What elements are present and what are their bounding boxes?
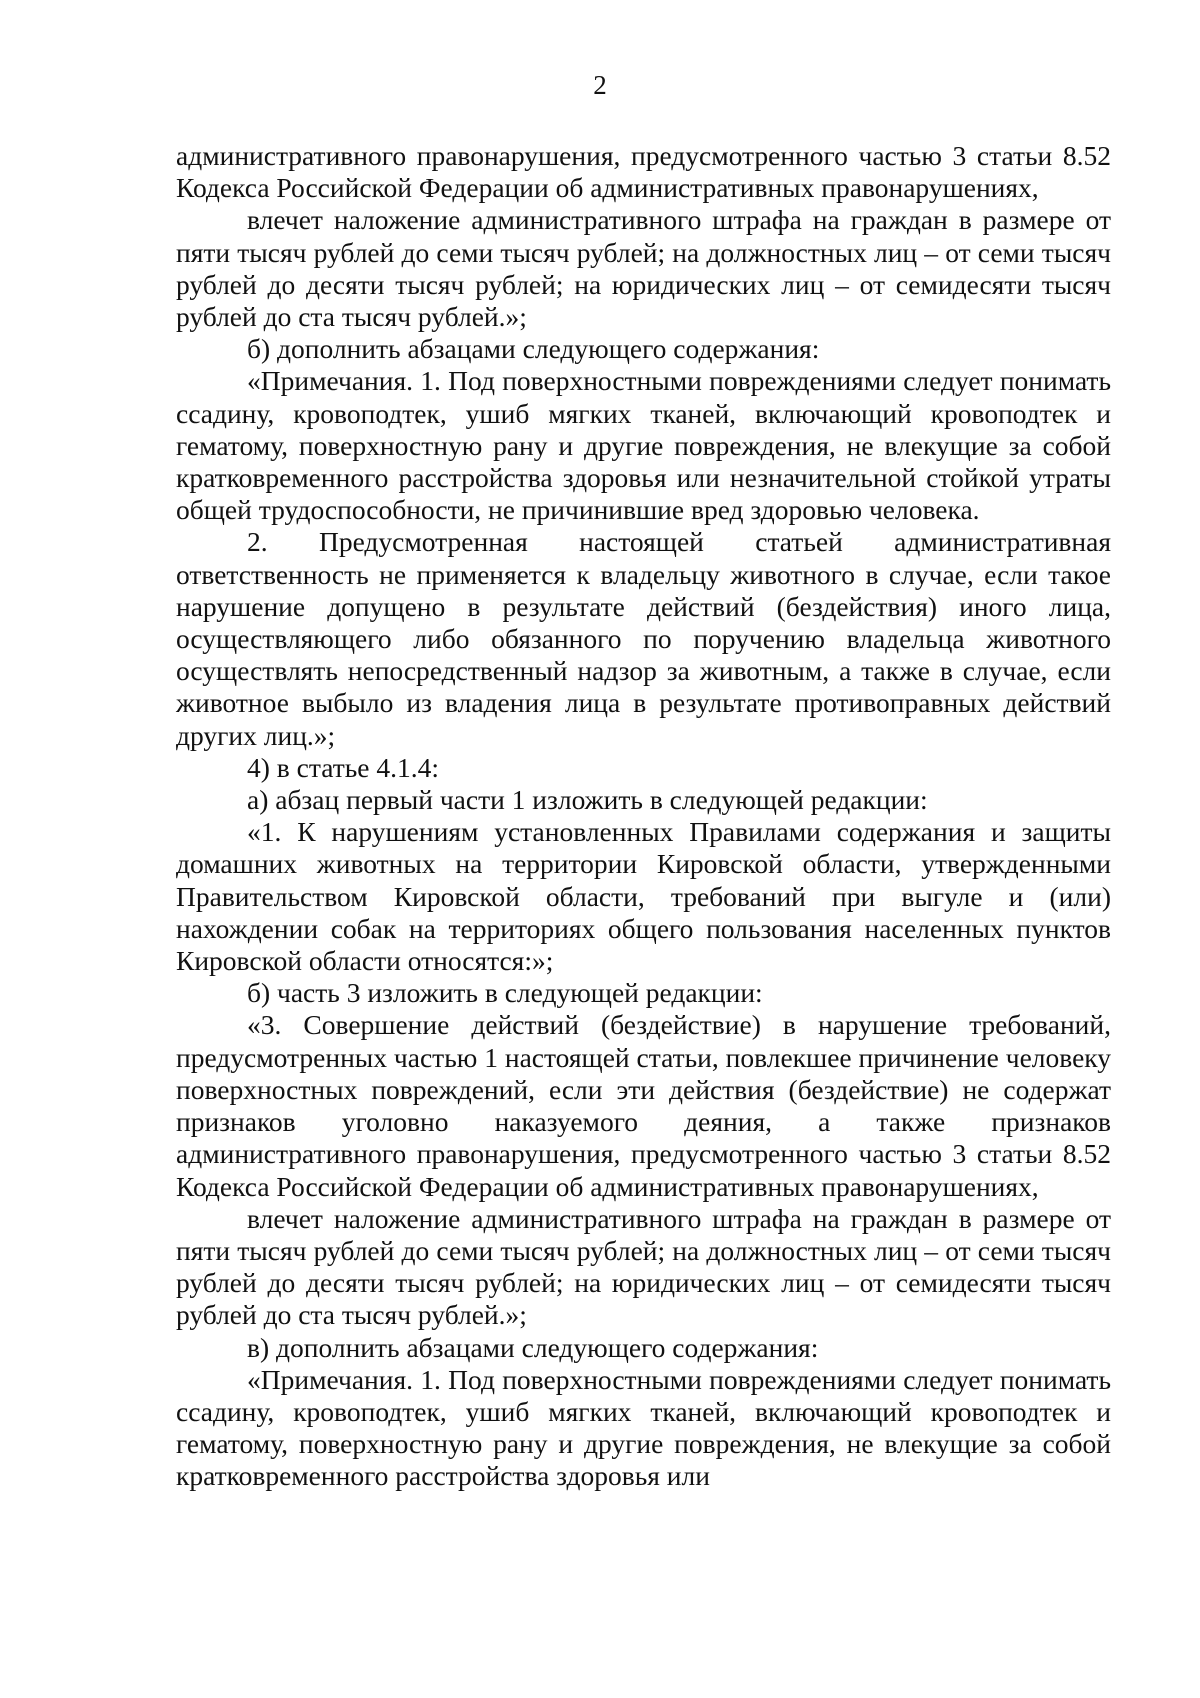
paragraph: «Примечания. 1. Под поверхностными повреждениями следует понимать ссадину, кровоподтек, ушиб мягких тканей, включающий кровоподтек и гематому, поверхностную рану и другие повреждения, не влекущие за собой кратковременного расстройства здоровья или незначительной стойкой утраты общей трудоспособности, не причинившие вред здоровью человека. [176, 365, 1111, 526]
paragraph: влечет наложение административного штрафа на граждан в размере от пяти тысяч рублей до семи тысяч рублей; на должностных лиц – от семи тысяч рублей до десяти тысяч рублей; на юридических лиц – от семидесяти тысяч рублей до ста тысяч рублей.»; [176, 1202, 1111, 1331]
paragraph: «3. Совершение действий (бездействие) в нарушение требований, предусмотренных частью 1 настоящей статьи, повлекшее причинение человеку поверхностных повреждений, если эти действия (бездействие) не содержат признаков уголовно наказуемого деяния, а также признаков административного правонарушения, предусмотренного частью 3 статьи 8.52 Кодекса Российской Федерации об административных правонарушениях, [176, 1009, 1111, 1202]
paragraph: «1. К нарушениям установленных Правилами содержания и защиты домашних животных на территории Кировской области, утвержденными Правительством Кировской области, требований при выгуле и (или) нахождении собак на территориях общего пользования населенных пунктов Кировской области относятся:»; [176, 816, 1111, 977]
paragraph: «Примечания. 1. Под поверхностными повреждениями следует понимать ссадину, кровоподтек, ушиб мягких тканей, включающий кровоподтек и гематому, поверхностную рану и другие повреждения, не влекущие за собой кратковременного расстройства здоровья или [176, 1363, 1111, 1492]
paragraph: б) часть 3 изложить в следующей редакции: [247, 977, 763, 1009]
paragraph: 4) в статье 4.1.4: [247, 751, 439, 783]
paragraph: в) дополнить абзацами следующего содержания: [247, 1331, 819, 1363]
paragraph: б) дополнить абзацами следующего содержания: [247, 333, 820, 365]
page-number: 2 [593, 70, 607, 100]
document-body [176, 140, 1111, 1493]
paragraph: а) абзац первый части 1 изложить в следующей редакции: [247, 784, 928, 816]
paragraph: 2. Предусмотренная настоящей статьей административная ответственность не применяется к владельцу животного в случае, если такое нарушение допущено в результате действий (бездействия) иного лица, осуществляющего либо обязанного по поручению владельца животного осуществлять непосредственный надзор за животным, а также в случае, если животное выбыло из владения лица в результате противоправных действий других лиц.»; [176, 526, 1111, 751]
paragraph: административного правонарушения, предусмотренного частью 3 статьи 8.52 Кодекса Российской Федерации об административных правонарушениях, [176, 140, 1111, 204]
paragraph: влечет наложение административного штрафа на граждан в размере от пяти тысяч рублей до семи тысяч рублей; на должностных лиц – от семи тысяч рублей до десяти тысяч рублей; на юридических лиц – от семидесяти тысяч рублей до ста тысяч рублей.»; [176, 204, 1111, 333]
